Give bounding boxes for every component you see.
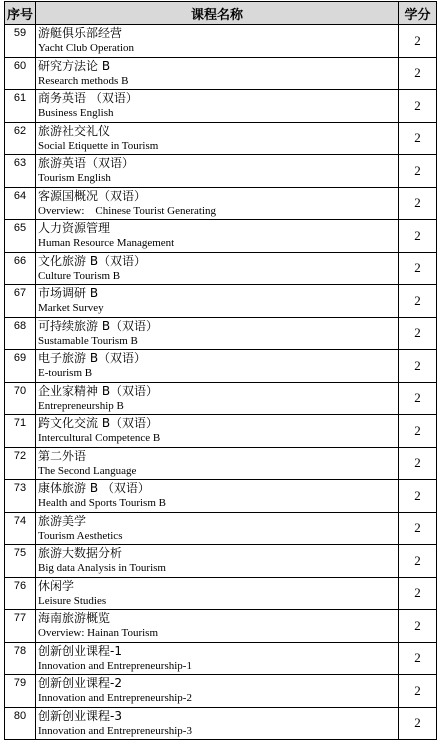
row-number: 63 (5, 155, 36, 188)
course-name-chinese: 电子旅游 B（双语） (38, 351, 147, 365)
row-number: 68 (5, 317, 36, 350)
course-name-cell (36, 350, 399, 383)
credit-value: 2 (399, 512, 437, 545)
course-name-english: E-tourism B (38, 367, 93, 379)
header-course-name: 课程名称 (36, 2, 399, 25)
table-row (5, 480, 437, 513)
table-row (5, 415, 437, 448)
table-row (5, 610, 437, 643)
table-row (5, 382, 437, 415)
course-name-chinese: 研究方法论 B (38, 58, 111, 73)
table-row (5, 577, 437, 610)
course-name-chinese: 创新创业课程-3 (38, 708, 122, 723)
row-number: 69 (5, 350, 36, 383)
course-table (4, 1, 437, 740)
course-name-chinese: 创新创业课程-1 (38, 643, 122, 658)
table-row (5, 220, 437, 253)
course-name-cell (36, 285, 399, 318)
credit-value: 2 (399, 25, 437, 58)
course-name-chinese: 创新创业课程-2 (38, 676, 122, 690)
row-number: 72 (5, 447, 36, 480)
row-number: 73 (5, 480, 36, 513)
course-name-english: Tourism Aesthetics (38, 529, 123, 542)
course-name-english: Innovation and Entrepreneurship-3 (38, 724, 192, 737)
credit-value: 2 (399, 610, 437, 643)
course-name-english: Business English (38, 107, 114, 119)
course-name-english: Sustamable Tourism B (38, 334, 138, 347)
table-row (5, 90, 437, 123)
credit-value: 2 (399, 155, 437, 188)
course-name-cell (36, 57, 399, 90)
course-name-chinese: 文化旅游 B（双语） (38, 253, 147, 268)
row-number: 64 (5, 187, 36, 220)
course-name-english: Research methods B (38, 74, 129, 87)
credit-value: 2 (399, 285, 437, 318)
course-name-cell (36, 187, 399, 220)
course-name-english: Innovation and Entrepreneurship-2 (38, 692, 192, 704)
credit-value: 2 (399, 707, 437, 740)
table-row (5, 25, 437, 58)
credit-value: 2 (399, 415, 437, 448)
row-number: 67 (5, 285, 36, 318)
course-name-cell (36, 642, 399, 675)
course-name-english: Leisure Studies (38, 594, 107, 607)
credit-value: 2 (399, 317, 437, 350)
row-number: 70 (5, 382, 36, 415)
course-name-chinese: 可持续旅游 B（双语） (38, 318, 159, 333)
course-name-cell (36, 220, 399, 253)
course-name-cell (36, 512, 399, 545)
row-number: 65 (5, 220, 36, 253)
credit-value: 2 (399, 187, 437, 220)
course-name-chinese: 市场调研 B (38, 286, 99, 300)
course-name-english: Culture Tourism B (38, 269, 121, 282)
row-number: 59 (5, 25, 36, 58)
course-name-chinese: 客源国概况（双语） (38, 188, 147, 203)
row-number: 79 (5, 675, 36, 708)
header-number: 序号 (5, 2, 36, 25)
course-name-english: Innovation and Entrepreneurship-1 (38, 659, 192, 672)
header-credit: 学分 (399, 2, 437, 25)
table-row (5, 285, 437, 318)
course-name-chinese: 旅游美学 (38, 513, 87, 528)
table-row (5, 317, 437, 350)
course-name-english: Entrepreneurship B (38, 399, 124, 412)
course-name-cell (36, 610, 399, 643)
course-name-chinese: 旅游社交礼仪 (38, 123, 111, 138)
row-number: 62 (5, 122, 36, 155)
course-name-english: Tourism English (38, 172, 111, 184)
credit-value: 2 (399, 480, 437, 513)
course-name-cell (36, 707, 399, 740)
course-name-chinese: 企业家精神 B（双语） (38, 383, 159, 398)
table-row (5, 707, 437, 740)
credit-value: 2 (399, 57, 437, 90)
table-row (5, 350, 437, 383)
credit-value: 2 (399, 642, 437, 675)
course-name-cell (36, 480, 399, 513)
course-name-cell (36, 577, 399, 610)
table-row (5, 57, 437, 90)
table-row (5, 187, 437, 220)
credit-value: 2 (399, 447, 437, 480)
course-name-english: Big data Analysis in Tourism (38, 562, 166, 574)
row-number: 66 (5, 252, 36, 285)
credit-value: 2 (399, 545, 437, 578)
course-name-english: Market Survey (38, 302, 104, 314)
table-row (5, 675, 437, 708)
table-row (5, 155, 437, 188)
course-name-cell (36, 252, 399, 285)
course-name-cell (36, 675, 399, 708)
course-name-chinese: 旅游英语（双语） (38, 156, 135, 170)
course-name-english: Social Etiquette in Tourism (38, 139, 159, 152)
header-row (5, 2, 437, 25)
table-row (5, 642, 437, 675)
course-name-english: Human Resource Management (38, 237, 175, 249)
course-name-chinese: 跨文化交流 B（双语） (38, 416, 159, 430)
course-name-cell (36, 25, 399, 58)
row-number: 71 (5, 415, 36, 448)
course-name-cell (36, 545, 399, 578)
course-name-english: Intercultural Competence B (38, 432, 161, 444)
course-name-cell (36, 415, 399, 448)
course-name-cell (36, 447, 399, 480)
row-number: 78 (5, 642, 36, 675)
course-name-cell (36, 155, 399, 188)
table-row (5, 252, 437, 285)
credit-value: 2 (399, 350, 437, 383)
row-number: 76 (5, 577, 36, 610)
table-row (5, 447, 437, 480)
table-row (5, 122, 437, 155)
row-number: 80 (5, 707, 36, 740)
credit-value: 2 (399, 675, 437, 708)
credit-value: 2 (399, 382, 437, 415)
table-row (5, 512, 437, 545)
course-name-chinese: 旅游大数据分析 (38, 546, 123, 560)
credit-value: 2 (399, 577, 437, 610)
row-number: 75 (5, 545, 36, 578)
course-name-english: Overview: Hainan Tourism (38, 627, 159, 639)
row-number: 74 (5, 512, 36, 545)
course-name-chinese: 人力资源管理 (38, 221, 111, 235)
course-name-english: Overview: Chinese Tourist Generating (38, 204, 217, 217)
course-name-chinese: 海南旅游概览 (38, 611, 111, 625)
row-number: 77 (5, 610, 36, 643)
table-body (5, 25, 437, 740)
course-name-chinese: 第二外语 (38, 448, 87, 463)
row-number: 60 (5, 57, 36, 90)
course-name-english: Health and Sports Tourism B (38, 497, 166, 509)
course-name-cell (36, 317, 399, 350)
course-name-chinese: 康体旅游 B （双语） (38, 481, 150, 495)
credit-value: 2 (399, 220, 437, 253)
row-number: 61 (5, 90, 36, 123)
course-name-cell (36, 382, 399, 415)
course-name-english: The Second Language (38, 464, 137, 477)
course-name-chinese: 游艇俱乐部经营 (38, 26, 123, 40)
course-name-chinese: 休闲学 (38, 578, 75, 593)
credit-value: 2 (399, 252, 437, 285)
course-name-cell (36, 90, 399, 123)
table-row (5, 545, 437, 578)
credit-value: 2 (399, 122, 437, 155)
course-name-chinese: 商务英语 （双语） (38, 91, 138, 105)
credit-value: 2 (399, 90, 437, 123)
table-header (5, 2, 437, 25)
course-name-english: Yacht Club Operation (38, 42, 135, 54)
course-name-cell (36, 122, 399, 155)
